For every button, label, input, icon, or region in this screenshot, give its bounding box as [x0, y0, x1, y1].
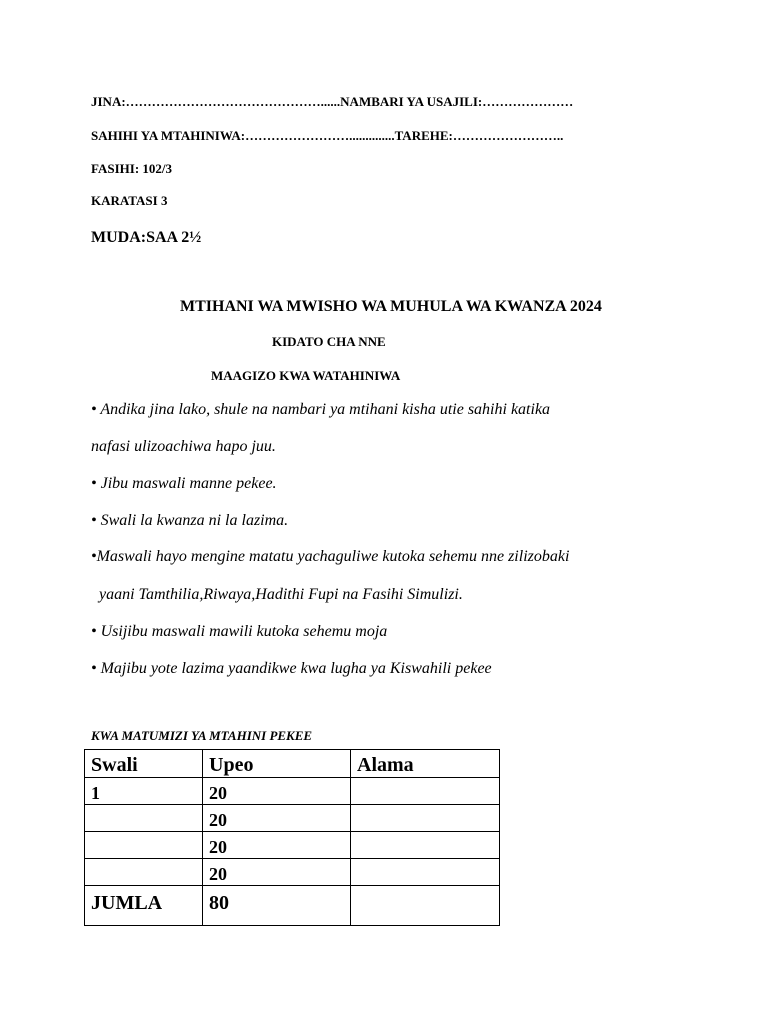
question-cell — [85, 859, 203, 886]
table-row — [85, 859, 500, 886]
table-row — [85, 805, 500, 832]
paper-number: KARATASI 3 — [91, 193, 168, 208]
score-cell — [351, 832, 500, 859]
header-cell-swali: Swali — [85, 750, 203, 778]
exam-duration: MUDA:SAA 2½ — [91, 229, 202, 246]
score-cell — [351, 859, 500, 886]
score-table — [84, 749, 500, 926]
instruction-item: • Majibu yote lazima yaandikwe kwa lugha ya Kiswahili pekee — [91, 660, 492, 677]
max-score-cell: 20 — [203, 859, 351, 886]
header-cell-alama: Alama — [351, 750, 500, 778]
table-total-row — [85, 886, 500, 926]
total-score-cell — [351, 886, 500, 926]
question-cell — [85, 805, 203, 832]
question-cell — [85, 832, 203, 859]
score-cell — [351, 778, 500, 805]
name-and-registration-line: JINA:………………………………………......NAMBARI YA USAJILI:………………… — [91, 94, 574, 109]
examiner-use-label: KWA MATUMIZI YA MTAHINI PEKEE — [91, 728, 313, 743]
exam-title: MTIHANI WA MWISHO WA MUHULA WA KWANZA 2024 — [180, 298, 602, 315]
table-header-row — [85, 750, 500, 778]
instruction-item: nafasi ulizoachiwa hapo juu. — [91, 438, 276, 455]
instructions-heading: MAAGIZO KWA WATAHINIWA — [211, 368, 401, 383]
score-cell — [351, 805, 500, 832]
table-row — [85, 832, 500, 859]
max-score-cell: 20 — [203, 805, 351, 832]
max-score-cell: 20 — [203, 778, 351, 805]
signature-and-date-line: SAHIHI YA MTAHINIWA:……………………..............TAREHE:…………………….. — [91, 128, 564, 143]
instruction-item: yaani Tamthilia,Riwaya,Hadithi Fupi na Fasihi Simulizi. — [91, 586, 463, 603]
max-score-cell: 20 — [203, 832, 351, 859]
instruction-item: •Maswali hayo mengine matatu yachaguliwe kutoka sehemu nne zilizobaki — [91, 548, 570, 565]
instruction-item: • Andika jina lako, shule na nambari ya mtihani kisha utie sahihi katika — [91, 401, 551, 418]
instruction-item: • Swali la kwanza ni la lazima. — [91, 512, 289, 529]
subject-code: FASIHI: 102/3 — [91, 161, 173, 176]
question-cell: 1 — [85, 778, 203, 805]
header-cell-upeo: Upeo — [203, 750, 351, 778]
total-max-score-cell: 80 — [203, 886, 351, 926]
instruction-item: • Jibu maswali manne pekee. — [91, 475, 277, 492]
form-level: KIDATO CHA NNE — [272, 334, 386, 349]
instruction-item: • Usijibu maswali mawili kutoka sehemu moja — [91, 623, 388, 640]
table-row — [85, 778, 500, 805]
total-label-cell: JUMLA — [85, 886, 203, 926]
